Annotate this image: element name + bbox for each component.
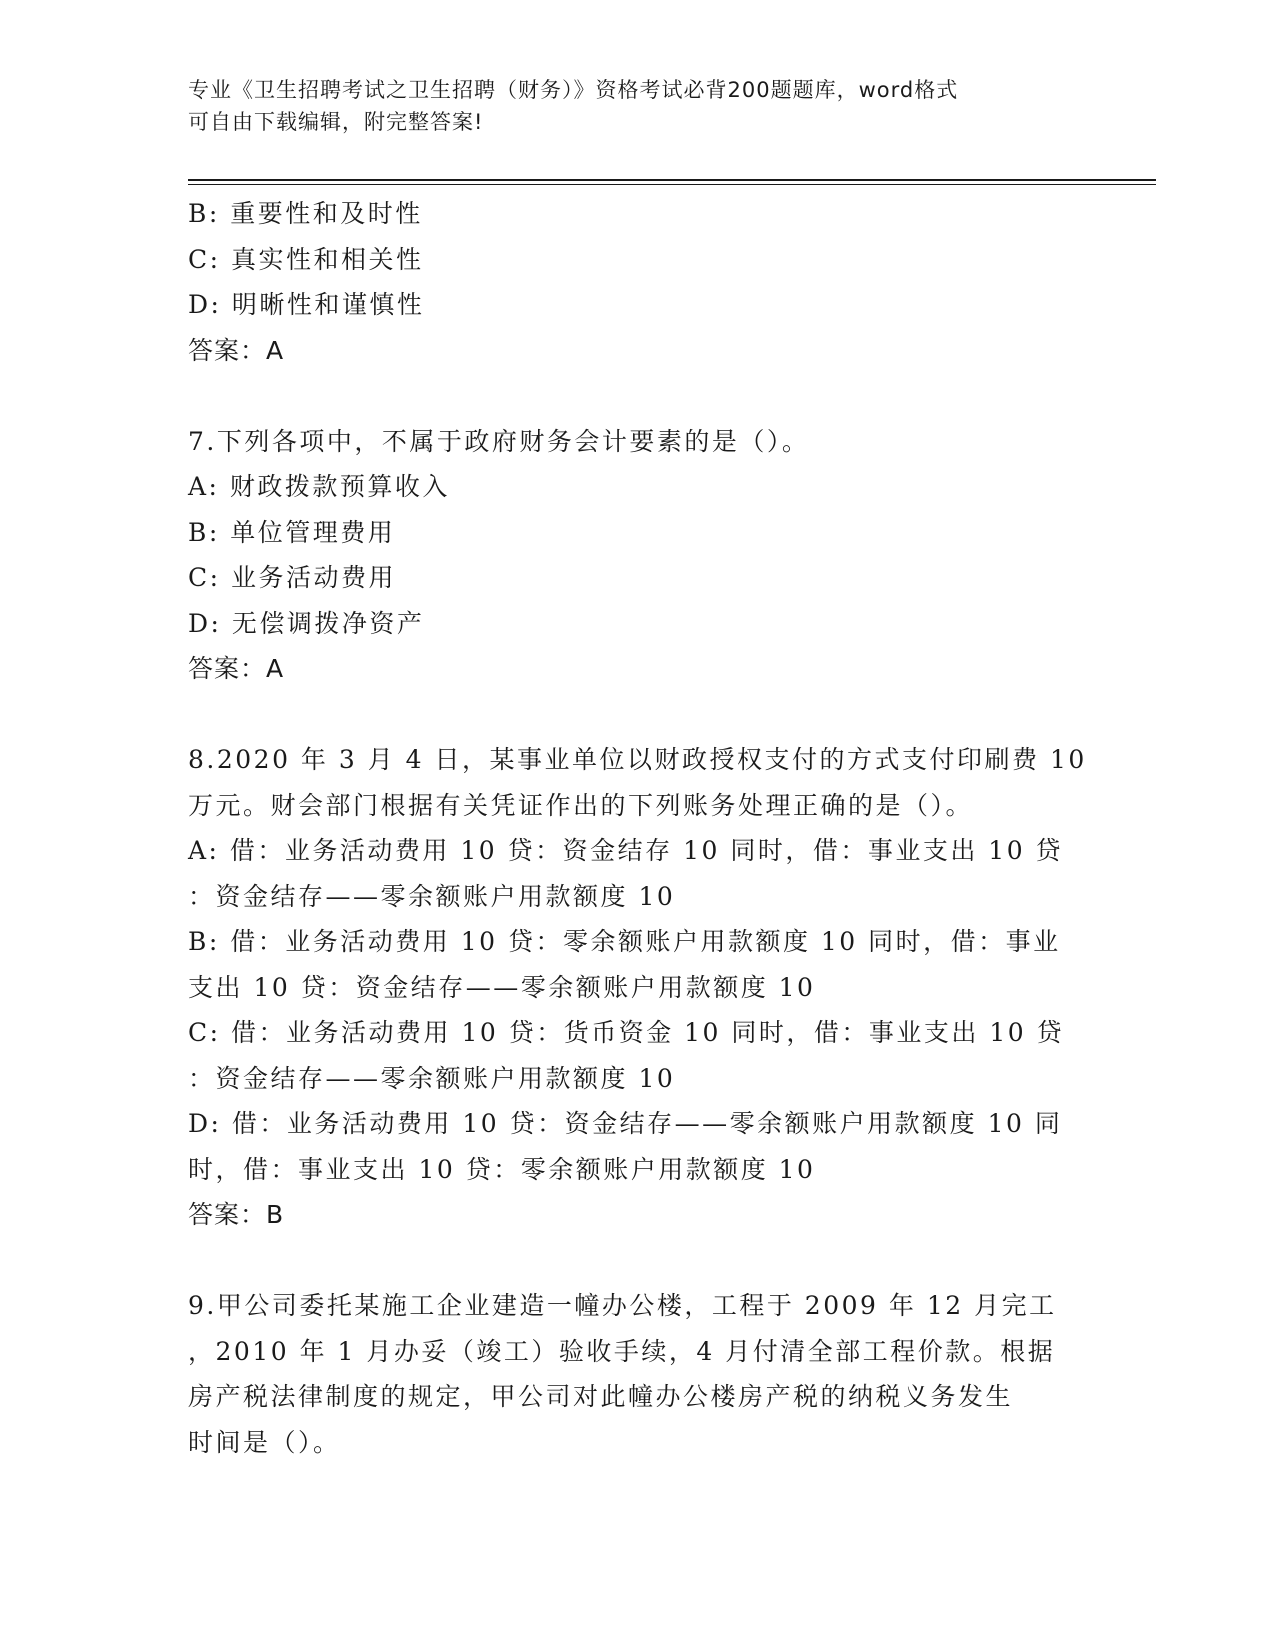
option-d: D: 无偿调拨净资产 <box>188 608 425 638</box>
option-a-line-1: A: 借：业务活动费用 10 贷：资金结存 10 同时，借：事业支出 10 贷 <box>188 836 1064 865</box>
spacer <box>188 1238 1088 1284</box>
option-b: B: 单位管理费用 <box>188 517 396 547</box>
header-divider-thick <box>188 179 1156 181</box>
option-d-line-2: 时，借：事业支出 10 贷：零余额账户用款额度 10 <box>188 1154 816 1184</box>
question-9 <box>188 1283 1088 1465</box>
document-header <box>188 74 1068 138</box>
option-b: B: 重要性和及时性 <box>188 199 423 228</box>
option-d-line-1: D: 借：业务活动费用 10 贷：资金结存——零余额账户用款额度 10 同 <box>188 1109 1063 1138</box>
question-stem-line-2: ，2010 年 1 月办妥（竣工）验收手续，4 月付清全部工程价款。根据 <box>188 1336 1056 1366</box>
question-stem: 7.下列各项中，不属于政府财务会计要素的是（）。 <box>188 426 810 456</box>
question-8 <box>188 737 1088 1238</box>
option-a-line-2: ：资金结存——零余额账户用款额度 10 <box>188 881 676 911</box>
question-stem-line-4: 时间是（）。 <box>188 1427 341 1457</box>
option-c-line-1: C: 借：业务活动费用 10 贷：货币资金 10 同时，借：事业支出 10 贷 <box>188 1018 1065 1047</box>
spacer <box>188 692 1088 738</box>
question-stem-line-2: 万元。财会部门根据有关凭证作出的下列账务处理正确的是（）。 <box>188 790 974 820</box>
option-b-line-1: B: 借：业务活动费用 10 贷：零余额账户用款额度 10 同时，借：事业 <box>188 927 1061 956</box>
option-c: C: 业务活动费用 <box>188 563 396 592</box>
question-stem-line-1: 9.甲公司委托某施工企业建造一幢办公楼，工程于 2009 年 12 月完工 <box>188 1291 1057 1320</box>
answer-label: 答案：B <box>188 1200 285 1229</box>
question-content <box>188 191 1088 1465</box>
spacer <box>188 373 1088 419</box>
answer-label: 答案：A <box>188 654 285 683</box>
option-b-line-2: 支出 10 贷：资金结存——零余额账户用款额度 10 <box>188 972 816 1002</box>
header-divider-thin <box>188 184 1156 185</box>
option-a: A: 财政拨款预算收入 <box>188 472 450 501</box>
question-6 <box>188 191 1088 373</box>
option-c: C: 真实性和相关性 <box>188 244 424 274</box>
question-stem-line-1: 8.2020 年 3 月 4 日，某事业单位以财政授权支付的方式支付印刷费 10 <box>188 745 1087 774</box>
answer-label: 答案：A <box>188 335 285 365</box>
option-c-line-2: ：资金结存——零余额账户用款额度 10 <box>188 1063 676 1093</box>
header-line-1: 专业《卫生招聘考试之卫生招聘（财务）》资格考试必背200题题库，word格式 <box>188 78 959 102</box>
question-stem-line-3: 房产税法律制度的规定，甲公司对此幢办公楼房产税的纳税义务发生 <box>188 1382 1014 1411</box>
question-7 <box>188 419 1088 692</box>
header-line-2: 可自由下载编辑，附完整答案! <box>188 110 484 134</box>
option-d: D: 明晰性和谨慎性 <box>188 290 425 319</box>
